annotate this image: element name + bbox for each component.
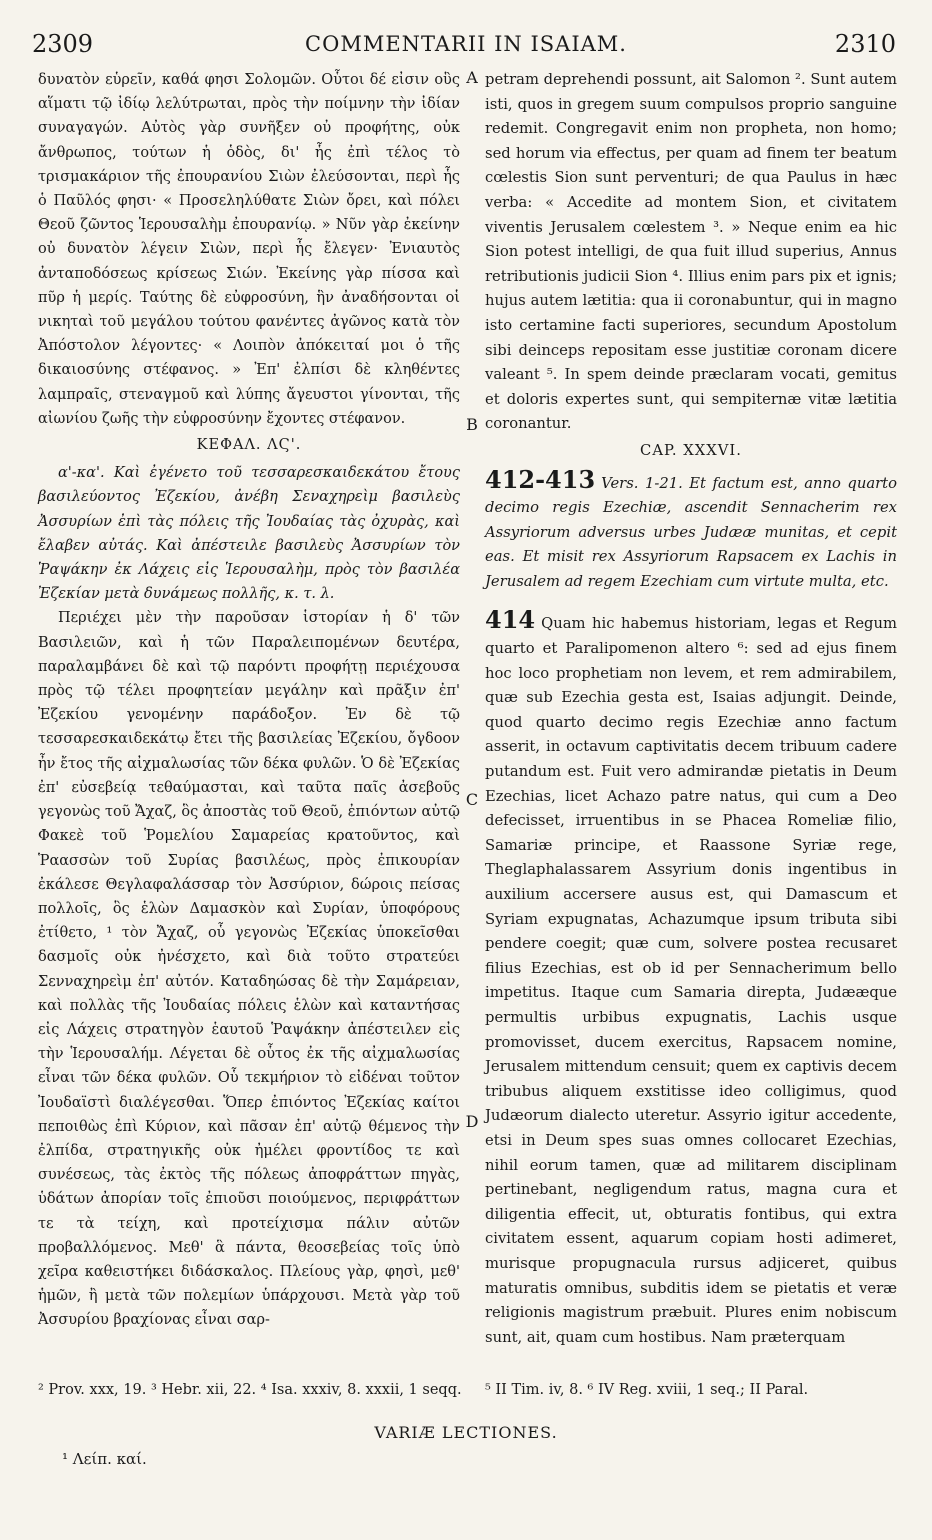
greek-paragraph-2: Περιέχει μὲν τὴν παροῦσαν ἱστορίαν ἡ δ' τῶν Βασιλειῶν, καὶ ἡ τῶν Παραλειπομένων δευτέρα, παραλαμβάνει δὲ καὶ τῷ παρόντι προφήτῃ περιέχουσα πρὸς τῷ τέλει προφητείαν μεγάλην καὶ πρᾶξιν ἐπ' Ἐζεκίου γενομένην παράδοξον. Ἐν δὲ τῷ τεσσαρεσκαιδεκάτῳ ἔτει τῆς βασιλείας Ἐζεκίου, ὄγδοον ἦν ἔτος τῆς αἰχμαλωσίας τῶν δέκα φυλῶν. Ὁ δὲ Ἐζεκίας ἐπ' εὐσεβείᾳ τεθαύμασται, καὶ ταῦτα παῖς ἀσεβοῦς γεγονὼς τοῦ Ἄχαζ, ὃς ἀποστὰς τοῦ Θεοῦ, ἐπιόντων αὐτῷ Φακεὲ τοῦ Ῥομελίου Σαμαρείας κρατοῦντος, καὶ Ῥαασσὼν τοῦ Συρίας βασιλέως, πρὸς ἐπικουρίαν ἐκάλεσε Θεγλαφαλάσσαρ τὸν Ἀσσύριον, δώροις πείσας πολλοῖς, ὃς ἑλὼν Δαμασκὸν καὶ Συρίαν, ὑποφόρους ἐτίθετο, ¹ τὸν Ἄχαζ, οὗ γεγονὼς Ἐζεκίας ὑποκεῖσθαι δασμοῖς οὐκ ἠνέσχετο, καὶ διὰ τοῦτο στρατεύει Σενναχηρεὶμ ἐπ' αὐτόν. Καταδηώσας δὲ τὴν Σαμάρειαν, καὶ πολλὰς τῆς Ἰουδαίας πόλεις ἑλὼν καὶ καταντήσας εἰς Λάχεις στρατηγὸν ἑαυτοῦ Ῥαψάκην ἀπέστειλεν εἰς τὴν Ἱερουσαλήμ. Λέγεται δὲ οὗτος ἐκ τῆς αἰχμαλωσίας εἶναι τῶν δέκα φυλῶν. Οὗ τεκμήριον τὸ εἰδέναι τοῦτον Ἰουδαϊστὶ διαλέγεσθαι. Ὅπερ ἐπιόντος Ἐζεκίας καίτοι πεποιθὼς ἐπὶ Κύριον, καὶ πᾶσαν ἐπ' αὐτῷ θέμενος τὴν ἐλπίδα, στρατηγικῆς οὐκ ἠμέλει φροντίδος τε καὶ συνέσεως, τὰς ἐκτὸς τῆς πόλεως ἀποφράττων πηγὰς, ὑδάτων ἀπορίαν τοῖς ἐπιοῦσι ποιούμενος, περιφράττων τε τὰ τείχη, καὶ προτείχισμα πάλιν αὐτῶν προβαλλόμενος. Μεθ' ἃ πάντα, θεοσεβείας τοῖς ὑπὸ χεῖρα καθειστήκει διδάσκαλος. Πλείους γὰρ, φησὶ, μεθ' ἡμῶν, ἢ μετὰ τῶν πολεμίων ὑπάρχουσι. Μετὰ γὰρ τοῦ Ἀσσυρίου βραχίονας εἶναι σαρ- <box>38 610 460 1329</box>
greek-paragraph-1: δυνατὸν εὑρεῖν, καθά φησι Σολομῶν. Οὗτοι δέ εἰσιν οὓς αἵματι τῷ ἰδίῳ λελύτρωται, πρὸς τὴν ποίμνην τὴν ἰδίαν συναγαγών. Αὐτὸς γὰρ συνῆξεν οὐ προφήτης, οὐκ ἄνθρωπος, τούτων ἡ ὁδὸς, δι' ἧς ἐπὶ τέλος τὸ τρισμακάριον τῆς ἐπουρανίου Σιὼν ἐλεύσονται, περὶ ἧς ὁ Παῦλός φησι· « Προσεληλύθατε Σιὼν ὄρει, καὶ πόλει Θεοῦ ζῶντος Ἱερουσαλὴμ ἐπουρανίῳ. » Νῦν γὰρ ἐκείνην οὐ δυνατὸν λέγειν Σιὼν, περὶ ἧς ἔλεγεν· Ἐνιαυτὸς ἀνταποδόσεως κρίσεως Σιών. Ἐκείνης γὰρ πίσσα καὶ πῦρ ἡ μερίς. Ταύτης δὲ εὐφροσύνη, ἣν ἀναδήσονται οἱ νικηταὶ τοῦ μεγάλου τούτου φανέντες ἀγῶνος κατὰ τὸν Ἀπόστολον λέγοντες· « Λοιπὸν ἀπόκειταί μοι ὁ τῆς δικαιοσύνης στέφανος. » Ἐπ' ἐλπίσι δὲ κληθέντες λαμπραῖς, στεναγμοῦ καὶ λύπης ἄγευστοι γίνονται, τῆς αἰωνίου ζωῆς τὴν εὐφροσύνην ἔχοντες στέφανον. <box>38 72 460 427</box>
margin-letter-a: A <box>466 68 478 87</box>
variae-lectiones-heading: VARIÆ LECTIONES. <box>374 1423 558 1442</box>
running-header <box>0 30 932 60</box>
footnotes-right: ⁵ II Tim. iv, 8. ⁶ IV Reg. xviii, 1 seq.; II Paral. <box>485 1382 809 1398</box>
latin-chapter-heading: CAP. XXXVI. <box>640 441 742 459</box>
greek-chapter-heading: ΚΕΦΑΛ. ΛϚ'. <box>196 437 302 454</box>
section-number-412-413: 412-413 <box>485 464 596 494</box>
greek-column <box>38 68 460 1333</box>
greek-lemma: α'-κα'. Καὶ ἐγένετο τοῦ τεσσαρεσκαιδεκάτου ἔτους βασιλεύοντος Ἐζεκίου, ἀνέβη Σεναχηρεὶμ βασιλεὺς Ἀσσυρίων ἐπὶ τὰς πόλεις τῆς Ἰουδαίας τὰς ὀχυρὰς, καὶ ἔλαβεν αὐτάς. Καὶ ἀπέστειλε βασιλεὺς Ἀσσυρίων τὸν Ῥαψάκην ἐκ Λάχεις εἰς Ἱερουσαλὴμ, πρὸς τὸν βασιλέα Ἐζεκίαν μετὰ δυνάμεως πολλῆς, κ. τ. λ. <box>38 465 460 603</box>
latin-lemma: Vers. 1-21. Et factum est, anno quarto decimo regis Ezechiæ, ascendit Sennacherim rex Assyriorum adversus urbes Judææ munitas, et cepit eas. Et misit rex Assyriorum Rapsacem ex Lachis in Jerusalem ad regem Ezechiam cum virtute multa, etc. <box>485 474 897 590</box>
latin-paragraph-2: Quam hic habemus historiam, legas et Regum quarto et Paralipomenon altero ⁶: sed ad ejus finem hoc loco prophetiam non levem, et rem admirabilem, quæ sub Ezechia gesta est, Isaias adjungit. Deinde, quod quarto decimo regis Ezechiæ anno factum asserit, in octavum captivitatis decem tribuum cadere putandum est. Fuit vero admirandæ pietatis in Deum Ezechias, licet Achazo patre natus, qui cum a Deo defecisset, irruentibus in se Phacea Romeliæ filio, Samariæ principe, et Raassone Syriæ rege, Theglaphalassarem Assyrium donis ingentibus in auxilium accersere ausus est, qui Damascum et Syriam expugnatas, Achazumque ipsum tributa sibi pendere coegit; quæ cum, solvere postea recusaret filius Ezechias, est ob id per Sennacherimum bello impetitus. Itaque cum Samaria direpta, Judææque permultis urbibus expugnatis, Lachis usque promovisset, ducem exercitus, Rapsacem nomine, Jerusalem mittendum censuit; quem ex captivis decem tribubus aliquem exstitisse ideo colligimus, quod Judæorum dialecto uteretur. Assyrio igitur accedente, etsi in Deum spes suas omnes collocaret Ezechias, nihil eorum tamen, quæ ad militarem disciplinam pertinebant, negligendum ratus, magna cura et diligentia effecit, ut, obturatis fontibus, qui extra civitatem essent, aquarum copiam hosti adimeret, murisque propugnacula rursus adjiceret, quibus maturatis omnibus, subditis idem se pietatis et veræ religionis magistrum præbuit. Plures enim nobiscum sunt, ait, quam cum hostibus. Nam præterquam <box>485 615 897 1346</box>
latin-column <box>485 68 897 1350</box>
page-number-left: 2309 <box>32 30 94 58</box>
running-title: COMMENTARII IN ISAIAM. <box>305 32 627 56</box>
section-number-414: 414 <box>485 605 536 635</box>
margin-letter-b: B <box>466 415 478 434</box>
variae-lectiones-entry: ¹ Λείπ. καί. <box>62 1450 147 1468</box>
latin-paragraph-1: petram deprehendi possunt, ait Salomon ². Sunt autem isti, quos in gregem suum compulsos proprio sanguine redemit. Congregavit enim non propheta, non homo; sed horum via effectus, per quam ad finem ter beatum cœlestis Sion sunt perventuri; de qua Paulus in hæc verba: « Accedite ad montem Sion, et civitatem viventis Jerusalem cœlestem ³. » Neque enim ea hic Sion potest intelligi, de qua fuit illud superius, Annus retributionis judicii Sion ⁴. Illius enim pars pix et ignis; hujus autem lætitia: qua ii coronabuntur, qui in magno isto certamine facti superiores, secundum Apostolum sibi deinceps repositam esse justitiæ coronam dicere valeant ⁵. In spem deinde præclaram vocati, gemitus et doloris expertes sunt, qui sempiternæ vitæ lætitia coronantur. <box>485 71 897 433</box>
margin-letter-d: D <box>465 1112 479 1131</box>
margin-letter-c: C <box>465 790 479 809</box>
page-number-right: 2310 <box>834 30 896 58</box>
footnotes-left: ² Prov. xxx, 19. ³ Hebr. xii, 22. ⁴ Isa. xxxiv, 8. xxxii, 1 seqq. <box>38 1382 462 1398</box>
